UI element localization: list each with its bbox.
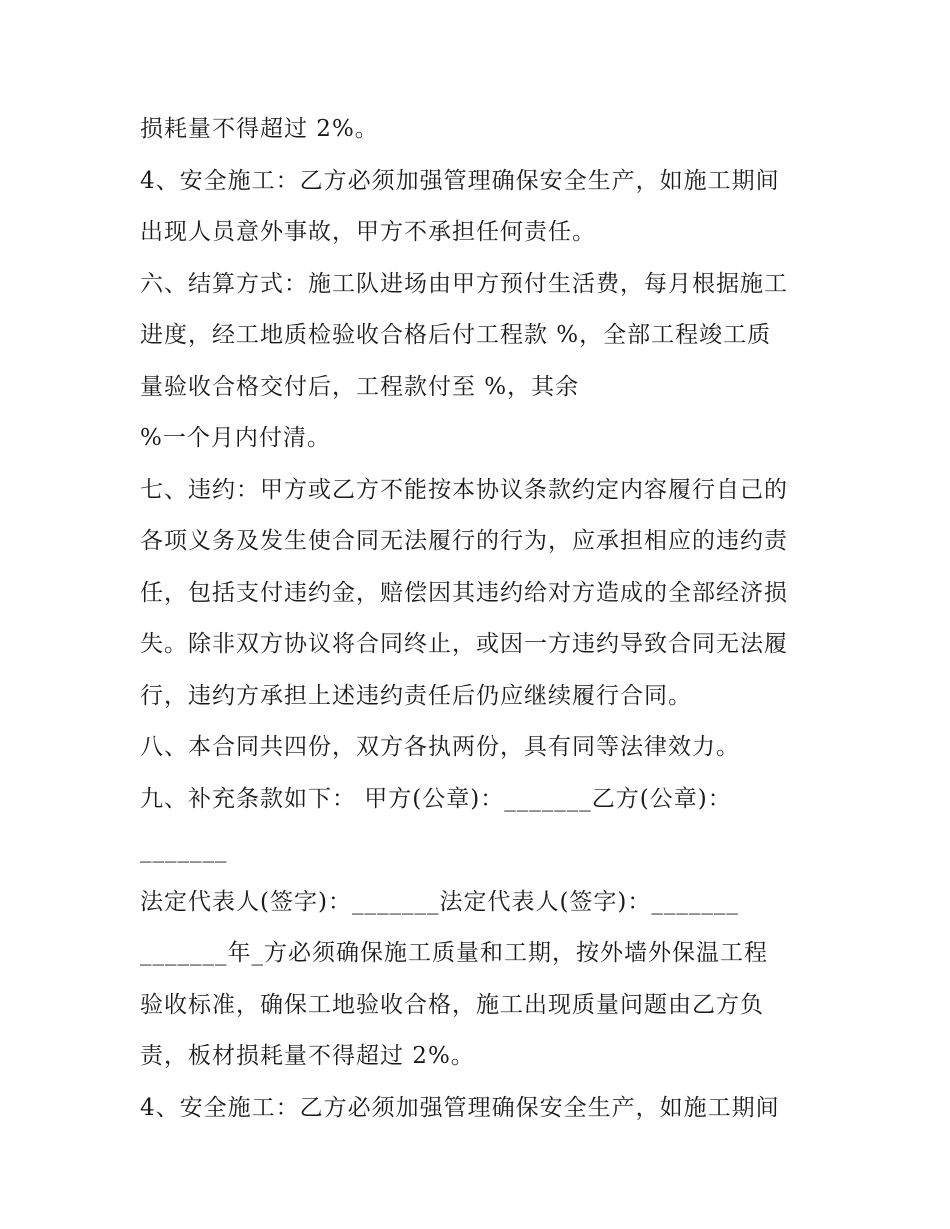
text-line: 责，板材损耗量不得超过 2%。 [140, 1043, 475, 1069]
text-line: 六、结算方式：施工队进场由甲方预付生活费，每月根据施工 [140, 270, 788, 297]
text-line: 进度，经工地质检验收合格后付工程款 %，全部工程竣工质 [140, 322, 772, 348]
text-line: _______ [140, 837, 228, 863]
document-body [140, 104, 820, 1134]
text-line: 出现人员意外事故，甲方不承担任何责任。 [140, 219, 596, 245]
text-line: 九、补充条款如下： 甲方(公章)：_______乙方(公章)： [140, 785, 732, 812]
text-line: _______年_方必须确保施工质量和工期，按外墙外保温工程 [140, 940, 768, 966]
text-line: 各项义务及发生使合同无法履行的行为，应承担相应的违约责 [140, 528, 788, 554]
text-line: 任，包括支付违约金，赔偿因其违约给对方造成的全部经济损 [140, 579, 788, 606]
text-line: 失。除非双方协议将合同终止，或因一方违约导致合同无法履 [140, 631, 788, 657]
text-line: 八、本合同共四份，双方各执两份，具有同等法律效力。 [140, 734, 740, 760]
text-line: 损耗量不得超过 2%。 [140, 116, 379, 142]
text-line: 4、安全施工：乙方必须加强管理确保安全生产，如施工期间 [140, 167, 780, 194]
text-line: 七、违约：甲方或乙方不能按本协议条款约定内容履行自己的 [140, 476, 788, 503]
text-line: 行，违约方承担上述违约责任后仍应继续履行合同。 [140, 682, 692, 709]
text-line: 法定代表人(签字)：_______法定代表人(签字)：_______ [140, 888, 739, 915]
text-line: 量验收合格交付后，工程款付至 %，其余 [140, 373, 580, 400]
text-line: 验收标准，确保工地验收合格，施工出现质量问题由乙方负 [140, 991, 764, 1018]
text-line: %一个月内付清。 [140, 425, 331, 451]
text-line: 4、安全施工：乙方必须加强管理确保安全生产，如施工期间 [140, 1094, 780, 1121]
